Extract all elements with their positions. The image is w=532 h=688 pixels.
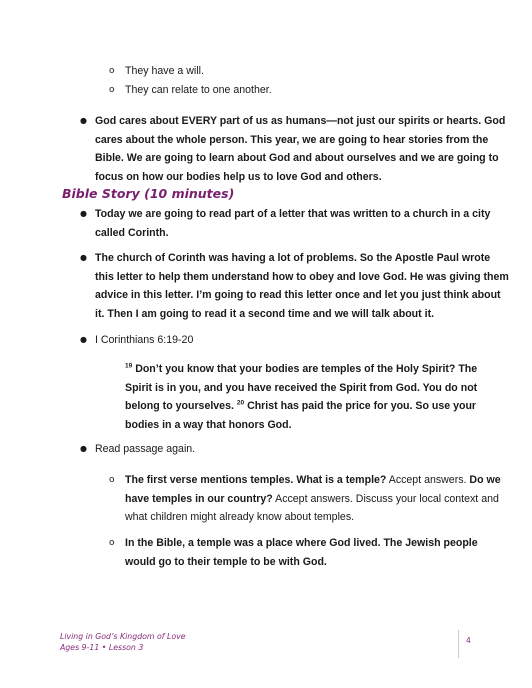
scripture-passage xyxy=(125,360,477,434)
question-text: The first verse mentions temples. What is a temple? xyxy=(125,474,387,486)
paragraph-church xyxy=(95,249,509,323)
text-line xyxy=(125,360,477,379)
text-line: focus on how our bodies help us to love God and others. xyxy=(95,170,382,183)
text-line: would go to their temple to be with God. xyxy=(125,555,327,568)
verse-number: 20 xyxy=(236,399,245,407)
text-line: this letter to help them understand how to obey and love God. He was giving them xyxy=(95,270,509,283)
text-line: Bible. We are going to learn about God and about ourselves and we are going to xyxy=(95,152,499,164)
sub-bullet-icon: o xyxy=(109,85,115,95)
footer-divider xyxy=(458,630,459,658)
bullet-icon: ● xyxy=(80,444,87,453)
sub-item-temple-question xyxy=(125,471,501,527)
sub-bullet-icon: o xyxy=(109,475,115,485)
verse-number: 19 xyxy=(125,362,133,370)
instruction-read-again: Read passage again. xyxy=(95,443,196,455)
verse-text: belong to yourselves. xyxy=(125,400,234,412)
bullet-icon: ● xyxy=(80,253,87,262)
footer-subtitle: Ages 9-11 • Lesson 3 xyxy=(60,643,144,652)
text-line: In the Bible, a temple was a place where God lived. The Jewish people xyxy=(125,537,478,549)
text-line: Today we are going to read part of a letter that was written to a church in a city xyxy=(95,208,491,220)
sub-bullet-icon: o xyxy=(109,538,115,548)
text-line: The church of Corinth was having a lot of problems. So the Apostle Paul wrote xyxy=(95,252,491,264)
text-line: bodies in a way that honors God. xyxy=(125,418,292,431)
text-line: called Corinth. xyxy=(95,226,169,239)
text-line xyxy=(125,471,501,490)
text-line: it. Then I am going to read it a second time and we will talk about it. xyxy=(95,307,435,320)
paragraph-god-cares xyxy=(95,112,505,186)
list-item: They have a will. xyxy=(125,65,204,77)
list-item: They can relate to one another. xyxy=(125,84,272,96)
text-line: what children might already know about temples. xyxy=(125,511,355,523)
paragraph-today xyxy=(95,205,490,242)
bullet-icon: ● xyxy=(80,116,87,125)
footer-title: Living in God’s Kingdom of Love xyxy=(60,632,186,641)
text-line: God cares about EVERY part of us as humans—not just our spirits or hearts. God xyxy=(95,115,506,127)
text-line xyxy=(125,397,477,416)
sub-item-bible-temple xyxy=(125,534,478,571)
text-line: cares about the whole person. This year, we are going to hear stories from the xyxy=(95,133,489,146)
text-line xyxy=(125,490,501,509)
bullet-icon: ● xyxy=(80,335,87,344)
question-text: Do we xyxy=(469,474,501,486)
sub-bullet-icon: o xyxy=(109,66,115,76)
verse-text: Don’t you know that your bodies are temples of the Holy Spirit? The xyxy=(135,363,478,375)
bullet-icon: ● xyxy=(80,209,87,218)
instruction-text: Accept answers. Discuss your local context and xyxy=(272,492,499,505)
section-heading: Bible Story (10 minutes) xyxy=(62,186,235,201)
verse-text: Christ has paid the price for you. So use your xyxy=(247,400,477,412)
scripture-reference: I Corinthians 6:19-20 xyxy=(95,334,194,346)
page-number: 4 xyxy=(466,636,471,645)
question-text: have temples in our country? xyxy=(125,492,273,505)
text-line: advice in this letter. I’m going to read this letter once and let you just think about xyxy=(95,289,501,301)
text-line: Spirit is in you, and you have received the Spirit from God. You do not xyxy=(125,381,478,394)
instruction-text: Accept answers. xyxy=(386,474,470,486)
